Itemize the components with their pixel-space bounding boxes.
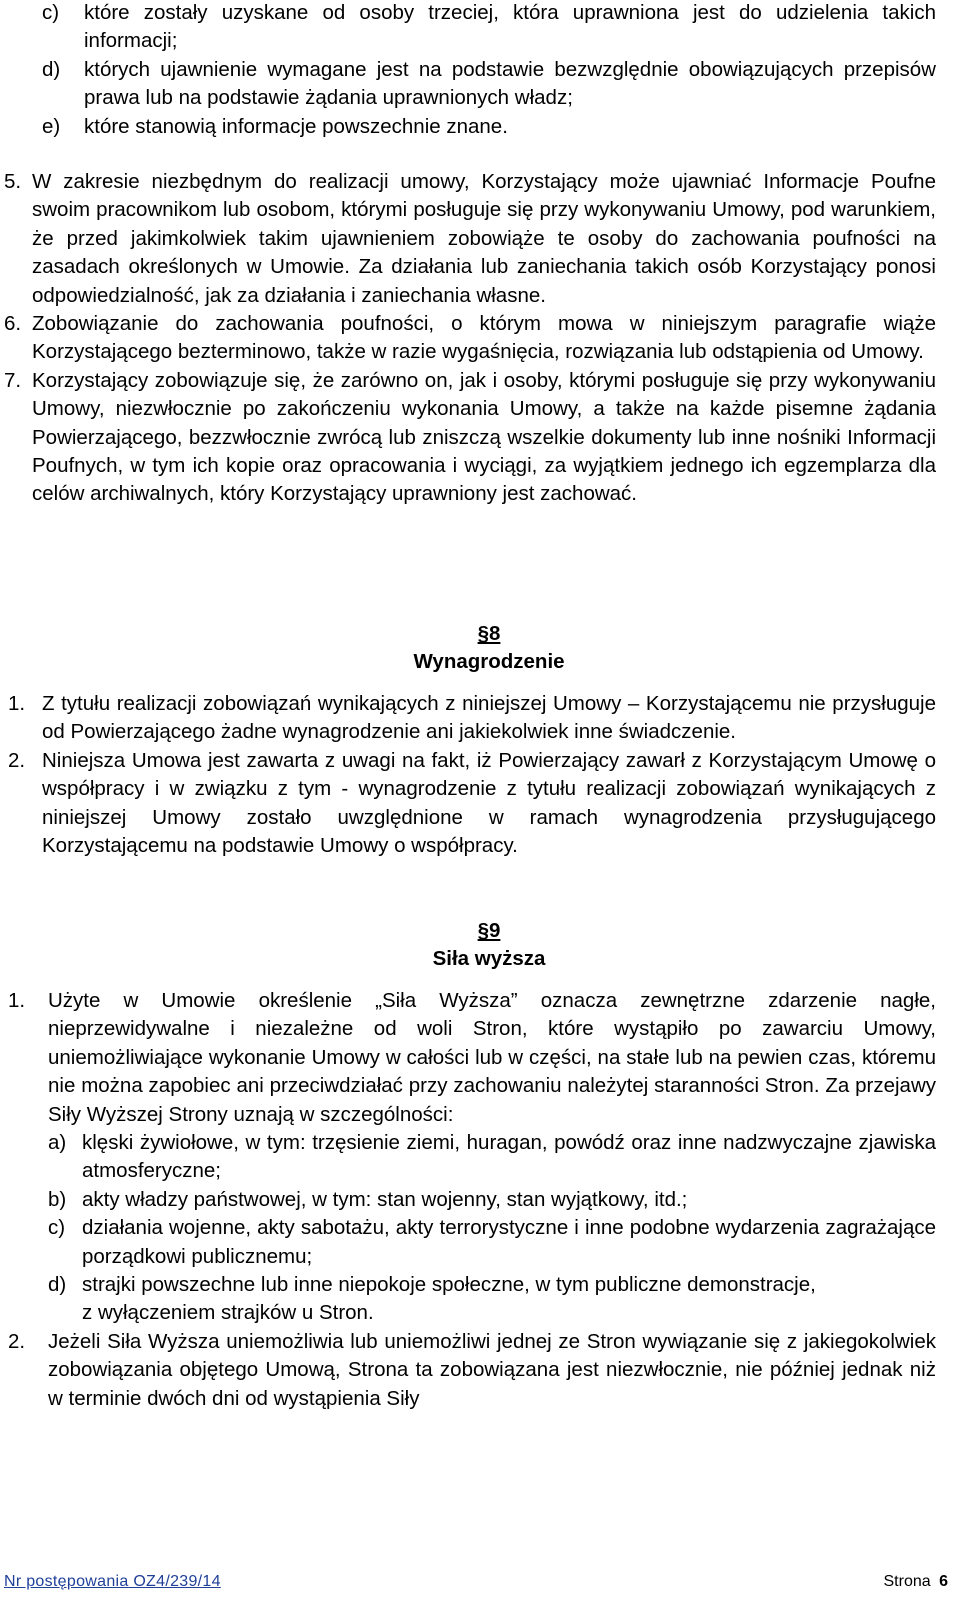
section-number bbox=[0, 620, 960, 648]
section9-points bbox=[0, 987, 960, 1413]
section7-points bbox=[0, 168, 960, 509]
point-label: 6. bbox=[4, 312, 22, 336]
page-label: Strona bbox=[883, 1573, 931, 1590]
numbered-point bbox=[0, 690, 960, 747]
numbered-point bbox=[0, 168, 960, 310]
point-label: 1. bbox=[8, 692, 26, 715]
list-item bbox=[0, 0, 960, 56]
list-item-text: które zostały uzyskane od osoby trzeciej, która uprawniona jest do udzielenia takich informacji; bbox=[84, 1, 936, 53]
list-item-label: b) bbox=[48, 1187, 67, 1211]
point-label: 1. bbox=[8, 989, 26, 1012]
point-text: Użyte w Umowie określenie „Siła Wyższa” oznacza zewnętrzne zdarzenie nagłe, nieprzewidywalne i niezależne od woli Stron, które wystąpiło po zawarciu Umowy, uniemożliwiające wykonanie Umowy w całości lub w części, na stałe lub na pewien czas, któremu nie można zapobiec ani przeciwdziałać przy zachowaniu należytej staranności Stron. Za przejawy Siły Wyższej Strony uznają w szczególności: bbox=[48, 989, 936, 1126]
page-number: 6 bbox=[939, 1573, 948, 1590]
section-title: Wynagrodzenie bbox=[413, 650, 565, 674]
section-title: Siła wyższa bbox=[432, 947, 546, 971]
list-item-text: które stanowią informacje powszechnie znane. bbox=[84, 114, 508, 138]
list-item bbox=[0, 1271, 960, 1299]
list-item-text: akty władzy państwowej, w tym: stan wojenny, stan wyjątkowy, itd.; bbox=[82, 1187, 688, 1211]
section9-number: §9 bbox=[477, 919, 501, 942]
point-text: Korzystający zobowiązuje się, że zarówno on, jak i osoby, którymi posługuje się przy wykonywaniu Umowy, niezwłocznie po zakończeniu wykonania Umowy, a także na każde pisemne żądania Powierzającego, bezzwłocznie zwrócą lub zniszczą wszelkie dokumenty lub inne nośniki Informacji Poufnych, w tym ich kopie oraz opracowania i wyciągi, za wyjątkiem jednego ich egzemplarza dla celów archiwalnych, który Korzystający uprawniony jest zachować. bbox=[32, 368, 936, 506]
point-label: 7. bbox=[4, 368, 22, 392]
numbered-point bbox=[0, 367, 960, 509]
section8-number: §8 bbox=[477, 622, 501, 645]
list-item-label: d) bbox=[42, 57, 61, 81]
list-item-label: d) bbox=[48, 1273, 67, 1297]
list-item bbox=[0, 1186, 960, 1214]
point-text: W zakresie niezbędnym do realizacji umowy, Korzystający może ujawniać Informacje Poufne swoim pracownikom lub osobom, którymi posługuje się przy wykonywaniu Umowy, pod warunkiem, że przed jakimkolwiek takim ujawnieniem zobowiąże te osoby do zachowania poufności na zasadach określonych w Umowie. Za działania lub zaniechania takich osób Korzystający ponosi odpowiedzialność, jak za działania i zaniechania własne. bbox=[32, 170, 936, 307]
point-text: Jeżeli Siła Wyższa uniemożliwia lub uniemożliwi jednej ze Stron wywiązanie się z jakiegokolwiek zobowiązania objętego Umową, Strona ta zobowiązana jest niezwłocznie, nie później jednak niż w terminie dwóch dni od wystąpienia Siły bbox=[48, 1329, 936, 1410]
list-item-text: strajki powszechne lub inne niepokoje społeczne, w tym publiczne demonstracje, bbox=[82, 1273, 816, 1297]
list-item-label: a) bbox=[48, 1131, 67, 1155]
point-text: Zobowiązanie do zachowania poufności, o którym mowa w niniejszym paragrafie wiąże Korzystającego bezterminowo, także w razie wygaśnięcia, rozwiązania lub odstąpienia od Umowy. bbox=[32, 312, 936, 364]
list-item-label: c) bbox=[42, 1, 60, 24]
list-item-label: e) bbox=[42, 114, 61, 138]
list-item bbox=[0, 1129, 960, 1186]
point-text: Z tytułu realizacji zobowiązań wynikających z niniejszej Umowy – Korzystającemu nie przysługuje od Powierzającego żadne wynagrodzenie ani jakiekolwiek inne świadczenie. bbox=[42, 692, 936, 744]
list-item-text: których ujawnienie wymagane jest na podstawie bezwzględnie obowiązujących przepisów prawa lub na podstawie żądania uprawnionych władz; bbox=[84, 57, 936, 110]
numbered-point bbox=[0, 987, 960, 1129]
list-item bbox=[0, 56, 960, 113]
point-label: 2. bbox=[8, 748, 26, 772]
numbered-point bbox=[0, 310, 960, 367]
list-item bbox=[0, 113, 960, 141]
numbered-point bbox=[0, 1328, 960, 1413]
section-number bbox=[0, 917, 960, 945]
top-list bbox=[0, 0, 960, 141]
list-item-label: c) bbox=[48, 1216, 66, 1240]
section8 bbox=[0, 620, 960, 677]
procedure-reference: Nr postępowania OZ4/239/14 bbox=[4, 1573, 221, 1590]
point-label: 5. bbox=[4, 170, 22, 193]
page-footer bbox=[0, 1573, 960, 1597]
point-text: Niniejsza Umowa jest zawarta z uwagi na fakt, iż Powierzający zawarł z Korzystającym Umowę o współpracy i w związku z tym - wynagrodzenie z tytułu realizacji zobowiązań wynikających z niniejszej Umowy zostało uwzględnione w ramach wynagrodzenia przysługującego Korzystającemu na podstawie Umowy o współpracy. bbox=[42, 748, 936, 858]
list-item bbox=[0, 1214, 960, 1271]
section8-points bbox=[0, 690, 960, 860]
section9 bbox=[0, 917, 960, 974]
list-continuation: z wyłączeniem strajków u Stron. bbox=[82, 1301, 374, 1325]
point-label: 2. bbox=[8, 1329, 26, 1353]
page-indicator bbox=[884, 1573, 949, 1591]
list-item-text: działania wojenne, akty sabotażu, akty terrorystyczne i inne podobne wydarzenia zagrażające porządkowi publicznemu; bbox=[82, 1216, 936, 1268]
numbered-point bbox=[0, 747, 960, 861]
list-item-text: klęski żywiołowe, w tym: trzęsienie ziemi, huragan, powódź oraz inne nadzwyczajne zjawiska atmosferyczne; bbox=[82, 1131, 936, 1183]
